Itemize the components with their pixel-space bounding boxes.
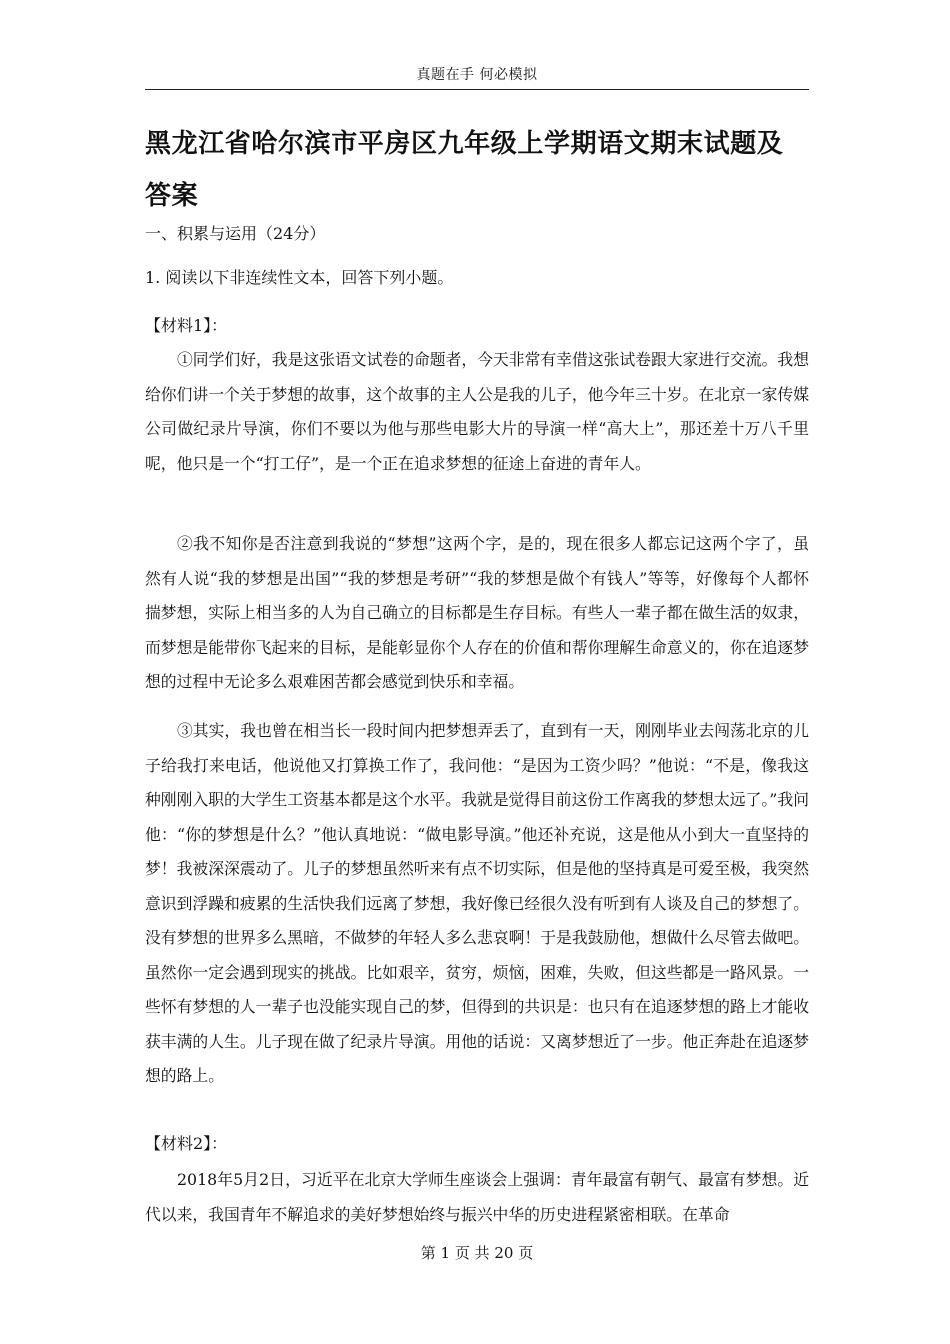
paragraph-1: ①同学们好，我是这张语文试卷的命题者，今天非常有幸借这张试卷跟大家进行交流。我想给你们讲一个关于梦想的故事，这个故事的主人公是我的儿子，他今年三十岁。在北京一家传媒公司做纪录片导演，你们不要以为他与那些电影大片的导演一样“高大上”，那还差十万八千里呢，他只是一个“打工仔”，是一个正在追求梦想的征途上奋进的青年人。 (145, 350, 809, 473)
material-2-label: 【材料2】： (145, 1134, 228, 1153)
header-divider (145, 89, 809, 90)
paragraph-2: ②我不知你是否注意到我说的“梦想”这两个字，是的，现在很多人都忘记这两个字了，虽然有人说“我的梦想是出国”“我的梦想是考研”“我的梦想是做个有钱人”等等，好像每个人都怀揣梦想，实际上相当多的人为自己确立的目标都是生存目标。有些人一辈子都在做生活的奴隶，而梦想是能带你飞起来的目标，是能彰显你个人存在的价值和帮你理解生命意义的，你在追逐梦想的过程中无论多么艰难困苦都会感觉到快乐和幸福。 (145, 534, 809, 691)
paragraph-3: ③其实，我也曾在相当长一段时间内把梦想弄丢了，直到有一天，刚刚毕业去闯荡北京的儿子给我打来电话，他说他又打算换工作了，我问他：“是因为工资少吗？”他说：“不是，像我这种刚刚入职的大学生工资基本都是这个水平。我就是觉得目前这份工作离我的梦想太远了。”我问他：“你的梦想是什么？”他认真地说：“做电影导演。”他还补充说，这是他从小到大一直坚持的梦！我被深深震动了。儿子的梦想虽然听来有点不切实际，但是他的坚持真是可爱至极，我突然意识到浮躁和疲累的生活快我们远离了梦想，我好像已经很久没有听到有人谈及自己的梦想了。没有梦想的世界多么黑暗，不做梦的年轻人多么悲哀啊！于是我鼓励他，想做什么尽管去做吧。虽然你一定会遇到现实的挑战。比如艰辛，贫穷，烦恼，困难，失败，但这些都是一路风景。一些怀有梦想的人一辈子也没能实现自己的梦，但得到的共识是：也只有在追逐梦想的路上才能收获丰满的人生。儿子现在做了纪录片导演。用他的话说：又离梦想近了一步。他正奔赴在追逐梦想的路上。 (145, 721, 809, 1085)
question-1: 1. 阅读以下非连续性文本，回答下列小题。 (145, 268, 454, 287)
material-1-label: 【材料1】： (145, 316, 228, 335)
section-heading: 一、积累与运用（24分） (145, 224, 326, 243)
page-header: 真题在手 何必模拟 (416, 67, 538, 83)
document-title: 黑龙江省哈尔滨市平房区九年级上学期语文期末试题及答案 (145, 129, 784, 211)
page-footer: 第 1 页 共 20 页 (420, 1244, 534, 1262)
material-2-paragraph: 2018年5月2日，习近平在北京大学师生座谈会上强调：青年最富有朝气、最富有梦想。近代以来，我国青年不解追求的美好梦想始终与振兴中华的历史进程紧密相联。在革命 (145, 1170, 809, 1224)
